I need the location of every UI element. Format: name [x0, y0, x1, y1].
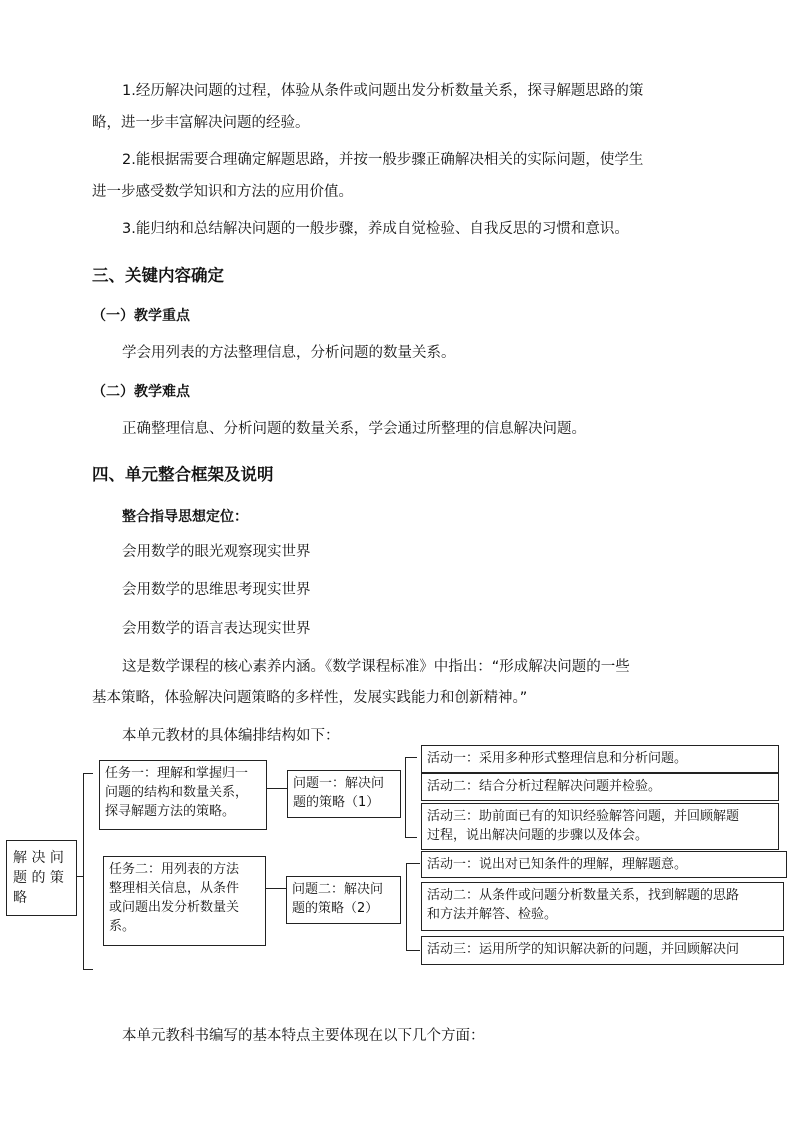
standard-quote-line1: 这是数学课程的核心素养内涵。《数学课程标准》中指出：“形成解决问题的一些: [122, 659, 630, 675]
difficult-points-text: 正确整理信息、分析问题的数量关系，学会通过所整理的信息解决问题。: [122, 421, 586, 437]
root-connector: [77, 876, 84, 877]
objective-3-line1: 3.能归纳和总结解决问题的一般步骤，养成自觉检验、自我反思的习惯和意识。: [122, 221, 629, 237]
problem1-bracket: [405, 757, 417, 838]
task1-node: 任务一：理解和掌握归一 问题的结构和数量关系， 探寻解题方法的策略。: [99, 760, 267, 830]
root-bracket: [83, 773, 93, 970]
guide-heading: 整合指导思想定位：: [122, 509, 248, 525]
problem2-node: 问题二：解决问 题的策略（2）: [286, 876, 401, 924]
closing-paragraph: 本单元教科书编写的基本特点主要体现在以下几个方面：: [122, 1028, 485, 1044]
t2-activity2-node: 活动二：从条件或问题分析数量关系，找到解题的思路 和方法并解答、检验。: [421, 882, 784, 931]
t2-activity3-node: 活动三：运用所学的知识解决新的问题，并回顾解决问: [421, 936, 784, 965]
t2-activity1-node: 活动一：说出对已知条件的理解，理解题意。: [421, 851, 787, 878]
t1-activity1-node: 活动一：采用多种形式整理信息和分析问题。: [421, 745, 779, 773]
guide-line-2: 会用数学的思维思考现实世界: [122, 582, 311, 598]
objective-2-line1: 2.能根据需要合理确定解题思路，并按一般步骤正确解决相关的实际问题，使学生: [122, 152, 644, 168]
objective-1-line2: 略，进一步丰富解决问题的经验。: [92, 115, 310, 131]
key-points-text: 学会用列表的方法整理信息，分析问题的数量关系。: [122, 345, 456, 361]
structure-intro: 本单元教材的具体编排结构如下：: [122, 728, 340, 744]
guide-line-3: 会用数学的语言表达现实世界: [122, 621, 311, 637]
task2-node: 任务二：用列表的方法 整理相关信息，从条件 或问题出发分析数量关 系。: [103, 856, 266, 946]
section3-heading: 三、关键内容确定: [92, 266, 224, 285]
guide-line-1: 会用数学的眼光观察现实世界: [122, 544, 311, 560]
task1-connector: [267, 788, 287, 789]
standard-quote-line2: 基本策略，体验解决问题策略的多样性，发展实践能力和创新精神。”: [92, 690, 528, 706]
section4-heading: 四、单元整合框架及说明: [92, 465, 274, 484]
t1-activity3-node: 活动三：助前面已有的知识经验解答问题，并回顾解题 过程，说出解决问题的步骤以及体会。: [421, 803, 779, 850]
objective-2-line2: 进一步感受数学知识和方法的应用价值。: [92, 184, 353, 200]
task2-connector: [266, 888, 286, 889]
problem1-node: 问题一：解决问 题的策略（1）: [287, 770, 401, 818]
root-node: 解 决 问 题 的 策 略: [6, 840, 77, 916]
problem2-bracket: [406, 863, 420, 951]
objective-1-line1: 1.经历解决问题的过程，体验从条件或问题出发分析数量关系，探寻解题思路的策: [122, 83, 644, 99]
t1-activity2-node: 活动二：结合分析过程解决问题并检验。: [421, 773, 779, 801]
difficult-points-heading: （二）教学难点: [92, 384, 190, 400]
key-points-heading: （一）教学重点: [92, 308, 190, 324]
